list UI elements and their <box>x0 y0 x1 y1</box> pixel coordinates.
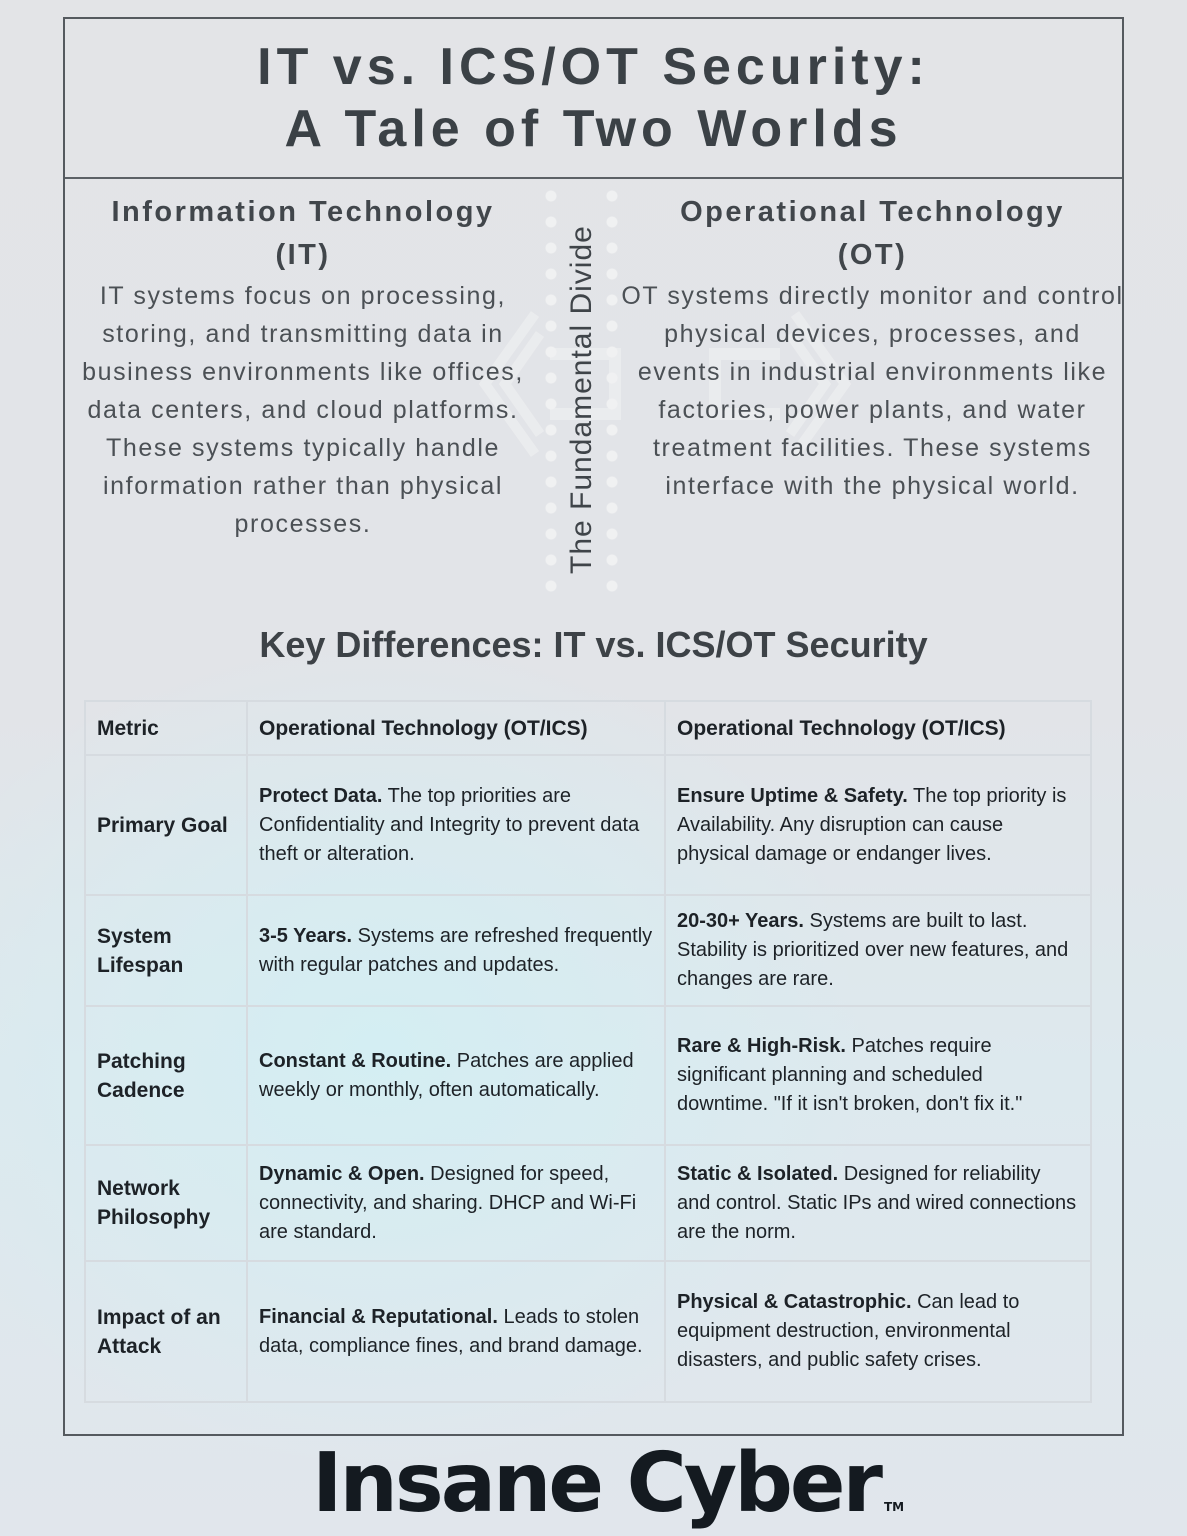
it-cell-lead: Protect Data. <box>259 784 383 807</box>
title-box <box>65 19 1122 179</box>
ot-cell-lead: Rare & High-Risk. <box>677 1035 846 1057</box>
it-cell-lead: Financial & Reputational. <box>259 1305 498 1328</box>
table-row <box>85 1006 1091 1145</box>
ot-cell-lead: 20-30+ Years. <box>677 910 804 932</box>
dotted-line-right <box>606 183 618 593</box>
ot-cell-text: Can lead to equipment destruction, environmental disasters, and public safety crises. <box>677 1291 1020 1371</box>
it-heading-abbr: (IT) <box>275 239 331 271</box>
it-cell-text: Patches are applied weekly or monthly, often automatically. <box>259 1049 634 1101</box>
it-cell-text: Designed for speed, connectivity, and sharing. DHCP and Wi-Fi are standard. <box>259 1162 637 1243</box>
ot-cell-text: The top priority is Availability. Any disruption can cause physical damage or endanger lives. <box>677 784 1067 865</box>
header-ot: Operational Technology (OT/ICS) <box>665 701 1091 755</box>
dotted-line-left <box>545 183 557 593</box>
insane-cyber-logo <box>312 1436 904 1531</box>
logo-text: Insane Cyber <box>312 1436 880 1531</box>
fundamental-divide <box>543 179 621 599</box>
differences-table <box>84 700 1092 1403</box>
page-title-line1: IT vs. ICS/OT Security: <box>257 38 930 96</box>
it-description: IT systems focus on processing, storing, and transmitting data in business environments like offices, data centers, and cloud platforms. These systems typically handle information rather than physical processes. <box>82 282 524 538</box>
it-cell-lead: Dynamic & Open. <box>259 1162 425 1185</box>
metric-cell: Network Philosophy <box>85 1145 247 1261</box>
key-differences-title: Key Differences: IT vs. ICS/OT Security <box>259 624 928 665</box>
ot-cell <box>665 755 1091 895</box>
it-column <box>65 191 541 543</box>
ot-description: OT systems directly monitor and control physical devices, processes, and events in industrial environments like factories, power plants, and water treatment facilities. These systems interface with the physical world. <box>621 282 1124 500</box>
ot-cell-lead: Static & Isolated. <box>677 1162 839 1185</box>
ot-cell-text: Designed for reliability and control. Static IPs and wired connections are the norm. <box>677 1162 1077 1243</box>
metric-cell: System Lifespan <box>85 895 247 1006</box>
header-metric: Metric <box>85 701 247 755</box>
it-cell <box>247 1261 665 1402</box>
it-cell-lead: 3-5 Years. <box>259 924 353 947</box>
ot-cell <box>665 1006 1091 1145</box>
table-header-row <box>85 701 1091 755</box>
page-title-line2: A Tale of Two Worlds <box>284 100 903 158</box>
ot-cell <box>665 1145 1091 1261</box>
ot-cell-lead: Ensure Uptime & Safety. <box>677 784 908 807</box>
table-row <box>85 1261 1091 1402</box>
it-cell <box>247 1006 665 1145</box>
ot-heading-abbr: (OT) <box>837 239 908 271</box>
it-cell-lead: Constant & Routine. <box>259 1049 452 1072</box>
metric-cell: Patching Cadence <box>85 1006 247 1145</box>
it-cell-text: The top priorities are Confidentiality and Integrity to prevent data theft or alteration. <box>259 784 640 865</box>
it-cell-text: Leads to stolen data, compliance fines, and brand damage. <box>259 1305 643 1357</box>
ot-column <box>621 191 1124 505</box>
ot-heading: Operational Technology <box>680 196 1065 228</box>
it-heading: Information Technology <box>111 196 495 228</box>
metric-cell: Impact of an Attack <box>85 1261 247 1402</box>
ot-cell <box>665 895 1091 1006</box>
table-row <box>85 755 1091 895</box>
table-row <box>85 1145 1091 1261</box>
divider-label: The Fundamental Divide <box>565 225 598 574</box>
trademark: TM <box>883 1500 905 1514</box>
intro-section <box>65 179 1122 599</box>
it-cell <box>247 755 665 895</box>
ot-cell-lead: Physical & Catastrophic. <box>677 1291 912 1313</box>
infographic-frame <box>63 17 1124 1436</box>
it-cell <box>247 1145 665 1261</box>
table-row <box>85 895 1091 1006</box>
ot-cell-text: Systems are built to last. Stability is prioritized over new features, and changes are rare. <box>677 910 1069 990</box>
ot-cell-text: Patches require significant planning and scheduled downtime. "If it isn't broken, don't fix it." <box>677 1035 1023 1115</box>
it-cell-text: Systems are refreshed frequently with regular patches and updates. <box>259 924 653 976</box>
metric-cell: Primary Goal <box>85 755 247 895</box>
ot-cell <box>665 1261 1091 1402</box>
header-it: Operational Technology (OT/ICS) <box>247 701 665 755</box>
it-cell <box>247 895 665 1006</box>
